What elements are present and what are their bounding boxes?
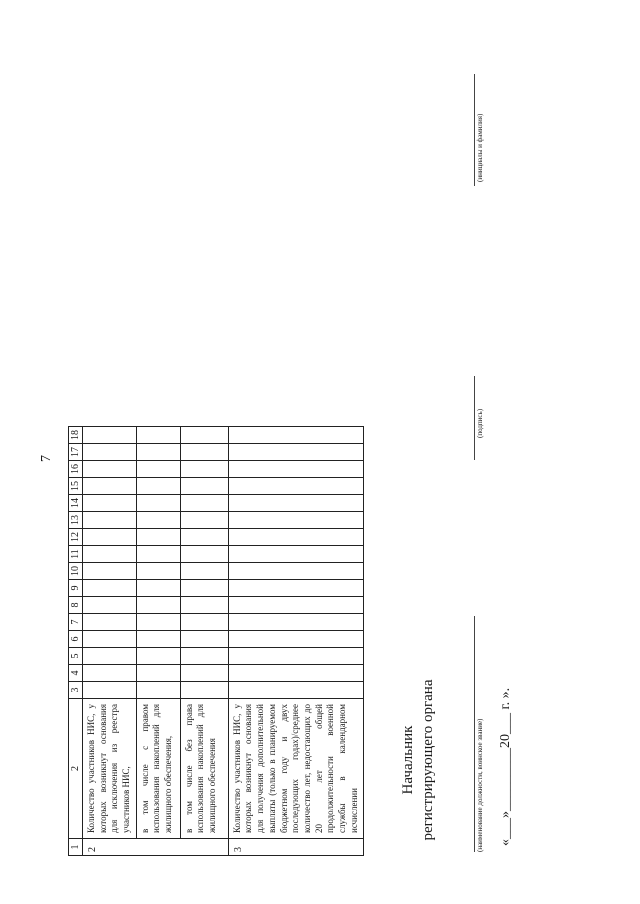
empty-cell [83,648,137,665]
empty-cell [180,631,228,648]
column-number: 8 [69,597,83,614]
column-number: 1 [69,839,83,856]
empty-cell [83,631,137,648]
empty-cell [136,529,180,546]
row-label: Количество участников НИС, у которых возникнут основания для получения дополнительной выплаты (только в планируемом бюджетном году и двух последующих годах)/среднее количество лет, недостающих до 20 лет общей продолжительности военной службы в календарном исчислении [228,699,364,839]
empty-cell [83,597,137,614]
empty-cell [180,665,228,682]
signature-caption: (подпись) [476,408,484,438]
empty-cell [228,682,364,699]
column-number: 9 [69,580,83,597]
empty-cell [180,682,228,699]
empty-cell [136,478,180,495]
column-number: 2 [69,699,83,839]
empty-cell [83,529,137,546]
empty-cell [180,597,228,614]
table-wrapper [68,426,364,856]
empty-cell [136,512,180,529]
signature-line [474,376,475,460]
empty-cell [228,614,364,631]
column-number: 11 [69,546,83,563]
table-row [180,427,228,856]
column-number: 18 [69,427,83,444]
column-number: 16 [69,461,83,478]
empty-cell [228,461,364,478]
empty-cell [83,682,137,699]
empty-cell [180,648,228,665]
empty-cell [136,631,180,648]
empty-cell [136,495,180,512]
empty-cell [136,665,180,682]
empty-cell [180,478,228,495]
empty-cell [228,597,364,614]
empty-cell [136,648,180,665]
empty-cell [83,461,137,478]
empty-cell [180,427,228,444]
column-number: 12 [69,529,83,546]
empty-cell [180,461,228,478]
position-line [474,616,475,852]
empty-cell [228,563,364,580]
empty-cell [180,563,228,580]
empty-cell [180,495,228,512]
empty-cell [228,495,364,512]
empty-cell [228,665,364,682]
column-number: 14 [69,495,83,512]
column-number: 3 [69,682,83,699]
empty-cell [228,444,364,461]
row-number: 3 [228,839,364,856]
empty-cell [228,478,364,495]
header-row [69,427,83,856]
signature-field [462,376,484,460]
empty-cell [228,631,364,648]
table-row [136,427,180,856]
empty-cell [228,648,364,665]
column-number: 7 [69,614,83,631]
empty-cell [136,682,180,699]
table-row [83,427,137,856]
empty-cell [228,512,364,529]
empty-cell [83,563,137,580]
column-number: 5 [69,648,83,665]
empty-cell [83,580,137,597]
signature-title [398,677,439,843]
empty-cell [83,665,137,682]
empty-cell [83,614,137,631]
empty-cell [228,427,364,444]
column-number: 4 [69,665,83,682]
empty-cell [83,444,137,461]
empty-cell [136,461,180,478]
empty-cell [228,546,364,563]
row-label: в том числе без права использования накоплений для жилищного обеспечения [180,699,228,839]
table-row [228,427,364,856]
column-number: 13 [69,512,83,529]
date-line: «___»_________20___ г. ». [498,687,513,846]
empty-cell [136,546,180,563]
empty-cell [180,444,228,461]
name-line [474,74,475,186]
column-number: 10 [69,563,83,580]
empty-cell [136,563,180,580]
report-table [68,426,364,856]
position-caption: (наименование должности, воинское звание) [476,718,484,852]
empty-cell [136,597,180,614]
empty-cell [136,614,180,631]
page-number: 7 [39,455,54,462]
column-number: 6 [69,631,83,648]
empty-cell [180,529,228,546]
empty-cell [136,580,180,597]
name-field [462,74,484,186]
signature-title-line2: регистрирующего органа [420,679,437,841]
empty-cell [83,546,137,563]
row-label: в том числе с правом использования накоплений для жилищного обеспечения, [136,699,180,839]
empty-cell [180,614,228,631]
empty-cell [228,529,364,546]
empty-cell [228,580,364,597]
empty-cell [180,580,228,597]
column-number: 15 [69,478,83,495]
empty-cell [136,427,180,444]
column-number: 17 [69,444,83,461]
name-caption: (инициалы и фамилия) [476,113,484,182]
empty-cell [136,444,180,461]
empty-cell [83,427,137,444]
empty-cell [180,512,228,529]
row-label: Количество участников НИС, у которых возникнут основания для исключения из реестра участников НИС, [83,699,137,839]
empty-cell [83,478,137,495]
empty-cell [83,512,137,529]
signature-title-line1: Начальник [400,725,416,795]
row-number: 2 [83,839,229,856]
position-field [462,616,484,852]
empty-cell [180,546,228,563]
empty-cell [83,495,137,512]
